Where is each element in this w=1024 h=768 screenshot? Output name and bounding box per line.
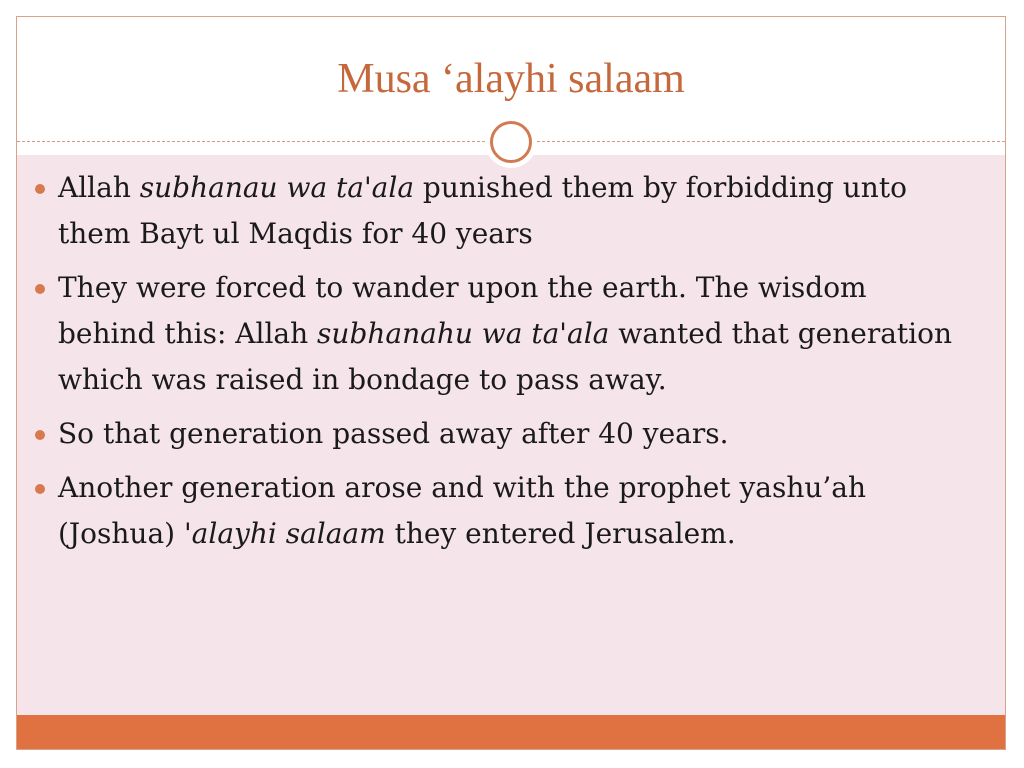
footer-bar [17,715,1005,749]
bullet-italic-text: subhanahu wa ta'ala [317,317,610,350]
bullet-text: They were forced to wander upon the earth. The wisdom behind this: Allah [58,271,867,350]
bullet-text: Another generation arose and with the prophet yashu’ah (Joshua) [58,471,867,550]
bullet-text: So that generation passed away after 40 years. [58,417,729,450]
bullet-text: Allah [58,171,140,204]
bullet-italic-text: 'alayhi salaam [183,517,386,550]
bullet-text: they entered Jerusalem. [385,517,736,550]
bullet-item [58,465,958,557]
circle-ornament-icon [485,116,537,168]
bullet-list [58,165,958,565]
circle-ring [490,121,532,163]
bullet-item [58,265,958,403]
bullet-item [58,165,958,257]
bullet-text: wanted that generation which was raised in bondage to pass away. [58,317,952,396]
bullet-italic-text: subhanau wa ta'ala [139,171,415,204]
slide-title: Musa ‘alayhi salaam [337,56,685,102]
bullet-text: punished them by forbidding unto them Bayt ul Maqdis for 40 years [58,171,907,250]
bullet-item [58,411,958,457]
